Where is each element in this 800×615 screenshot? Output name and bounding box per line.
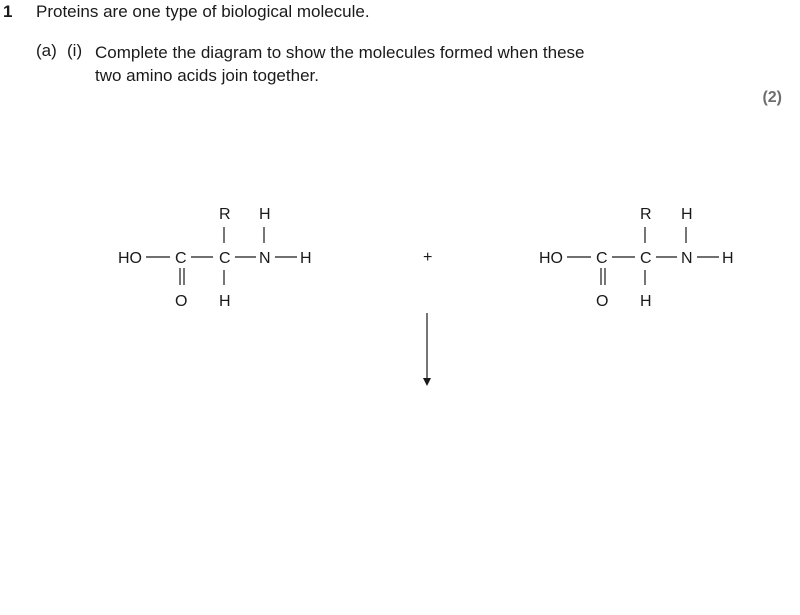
reaction-arrow [423, 313, 431, 386]
r-group: R [219, 206, 231, 223]
hydrogen-amino-end: H [300, 250, 312, 267]
question-number: 1 [3, 2, 13, 21]
ho-label: HO [118, 250, 142, 267]
carbon-carboxyl: C [175, 250, 187, 267]
oxygen-carbonyl: O [175, 293, 188, 310]
question-stem: Proteins are one type of biological molecule. [36, 2, 370, 21]
plus-sign: + [423, 249, 433, 266]
hydrogen-amino-end: H [722, 250, 734, 267]
hydrogen-amino-top: H [259, 206, 271, 223]
carbon-alpha: C [640, 250, 652, 267]
arrow-head [423, 378, 431, 386]
r-group: R [640, 206, 652, 223]
instruction-line-2: two amino acids join together. [95, 66, 319, 85]
carbon-carboxyl: C [596, 250, 608, 267]
nitrogen: N [259, 250, 271, 267]
nitrogen: N [681, 250, 693, 267]
amino-acid-2 [539, 206, 734, 310]
hydrogen-alpha: H [219, 293, 231, 310]
hydrogen-alpha: H [640, 293, 652, 310]
ho-label: HO [539, 250, 563, 267]
instruction-line-1: Complete the diagram to show the molecules formed when these [95, 43, 585, 62]
hydrogen-amino-top: H [681, 206, 693, 223]
oxygen-carbonyl: O [596, 293, 609, 310]
subpart-label: (i) [67, 41, 83, 60]
carbon-alpha: C [219, 250, 231, 267]
amino-acid-1 [118, 206, 312, 310]
part-label: (a) [36, 41, 57, 60]
marks-label: (2) [762, 89, 782, 106]
